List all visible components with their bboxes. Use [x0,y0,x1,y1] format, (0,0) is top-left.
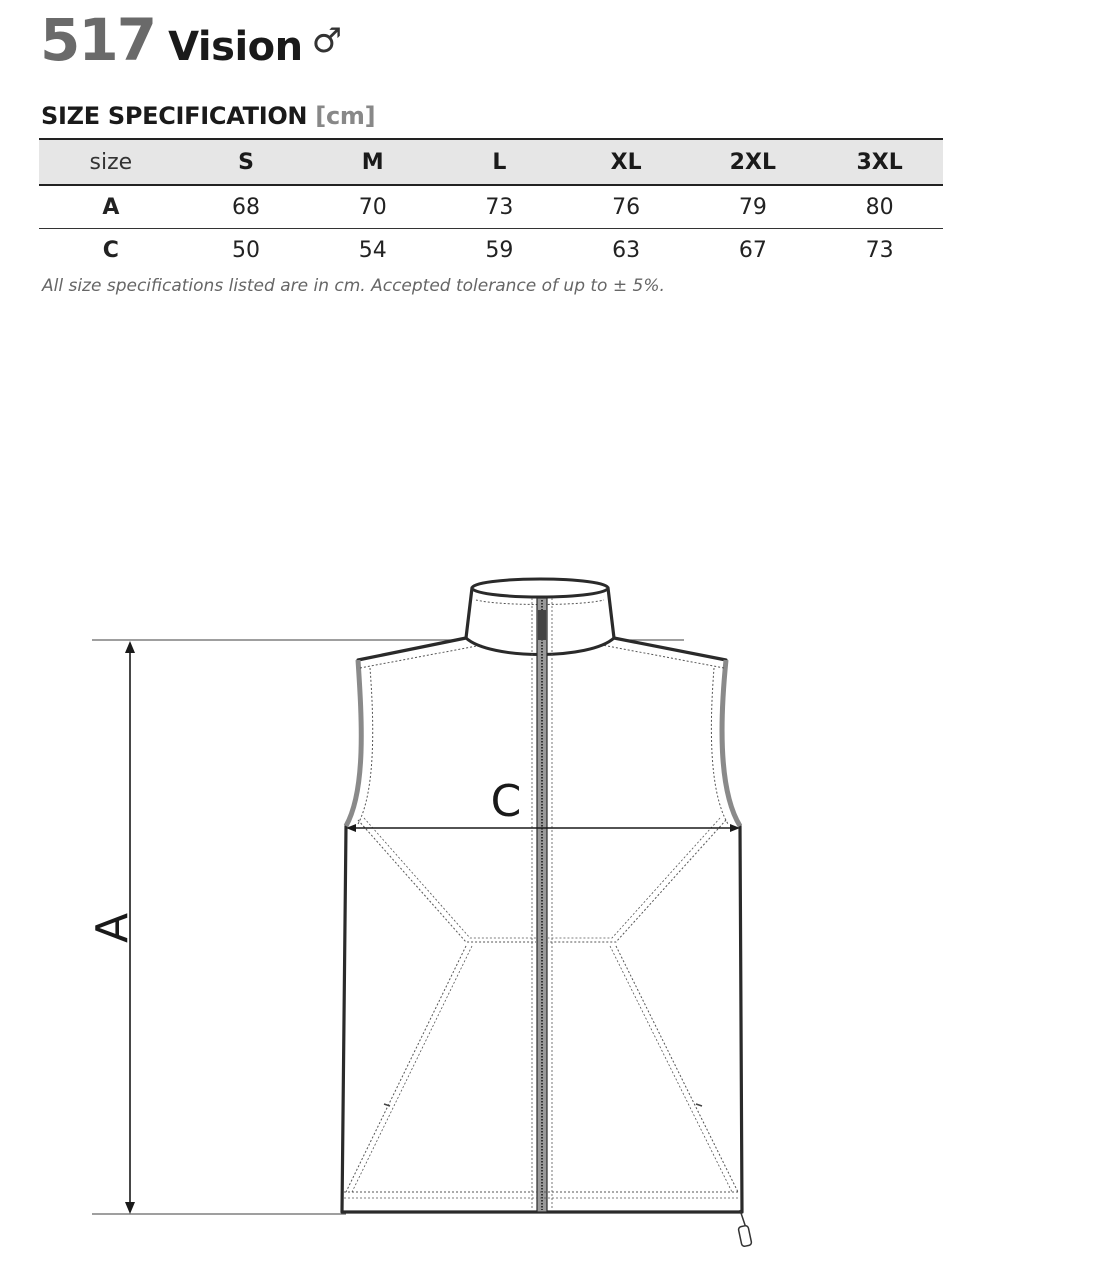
zipper-slider [538,610,546,640]
tolerance-note: All size specifications listed are in cm. Accepted tolerance of up to ± 5%. [42,276,665,296]
product-code: 517 [40,6,156,74]
size-header-cell: L [436,139,563,185]
size-header-cell: 3XL [816,139,943,185]
size-header-cell: M [309,139,436,185]
collar-top [472,579,608,597]
spec-heading-text: SIZE SPECIFICATION [41,102,308,130]
measure-a-label: A [87,912,138,944]
table-cell: 54 [358,237,387,263]
product-name: Vision [168,24,303,70]
row-label: C [102,237,119,263]
male-icon: ♂ [311,21,343,61]
table-cell: 59 [485,237,514,263]
spec-heading-unit: [cm] [315,102,376,130]
table-cell: 50 [232,237,261,263]
row-label: A [39,185,183,229]
table-cell: 80 [816,185,943,229]
table-cell: 68 [183,185,310,229]
size-header-label: size [39,139,183,185]
measure-c-label: C [490,776,522,827]
table-cell: 70 [309,185,436,229]
table-cell: 76 [563,185,690,229]
arrow-up-icon [125,641,135,653]
size-header-cell: XL [563,139,690,185]
arrow-down-icon [125,1202,135,1214]
size-header-cell: S [183,139,310,185]
cord-stopper-icon [738,1225,752,1247]
table-cell: 63 [612,237,641,263]
table-cell: 73 [436,185,563,229]
table-cell: 79 [689,185,816,229]
table-cell: 73 [865,237,894,263]
size-header-cell: 2XL [689,139,816,185]
table-cell: 67 [738,237,767,263]
